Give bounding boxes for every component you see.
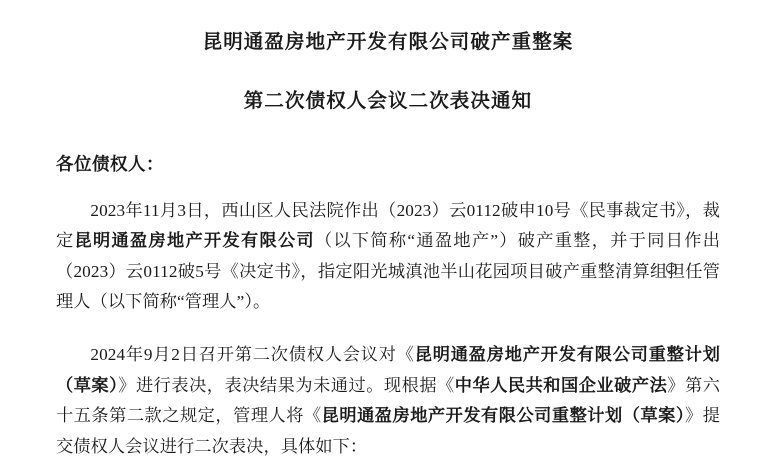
text-run: 担任管理人（以下简称“管理人”）。 bbox=[56, 261, 720, 312]
text-run: 昆明通盈房地产开发有限公司重整计划（草案） bbox=[56, 344, 720, 395]
salutation: 各位债权人： bbox=[56, 153, 164, 174]
paragraph-1 bbox=[56, 196, 720, 318]
text-run: 》提交债权人会议进行二次表决，具体如下： bbox=[56, 406, 720, 456]
text-run: 昆明通盈房地产开发有限公司 bbox=[74, 231, 315, 251]
document-title: 昆明通盈房地产开发有限公司破产重整案 bbox=[202, 32, 574, 53]
text-run: 》进行表决，表决结果为未通过。现根据《 bbox=[118, 375, 455, 395]
text-run: 昆明通盈房地产开发有限公司重整计划（草案） bbox=[321, 406, 685, 426]
paragraph-2 bbox=[56, 340, 720, 462]
text-run: （以下简称“通盈地产”）破产重整，并于同日作出（2023）云0112破5号《决定书》，指定阳光城滇池半山花园项目破产重整清算组 bbox=[56, 231, 720, 281]
text-run: 2024年9月2日召开第二次债权人会议对《 bbox=[90, 344, 415, 364]
text-run: 中华人民共和国企业破产法 bbox=[454, 375, 668, 395]
title-block bbox=[56, 28, 720, 117]
text-run: 2023年11月3日，西山区人民法院作出（2023）云0112破申10号《民事裁定书》，裁定 bbox=[56, 200, 720, 251]
document-subtitle: 第二次债权人会议二次表决通知 bbox=[243, 91, 533, 113]
text-run: 》第六十五条第二款之规定，管理人将《 bbox=[56, 375, 720, 426]
